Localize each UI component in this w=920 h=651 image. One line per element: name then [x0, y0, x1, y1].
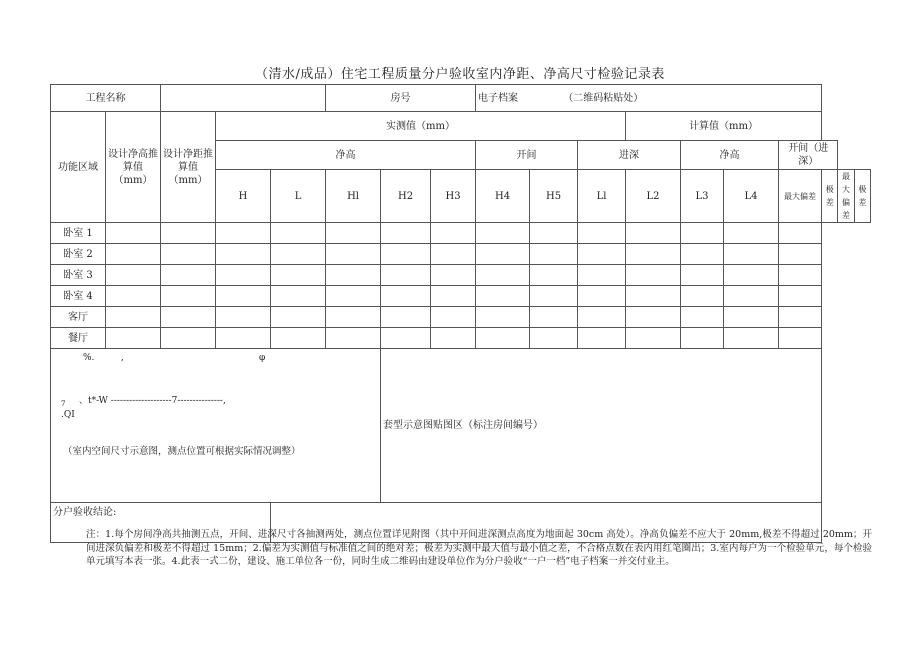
- measured-label: 实测值（mm）: [216, 112, 626, 141]
- sketch-text: 、t*-W --------------------7---------------,: [79, 396, 226, 406]
- max-dev-label: 最大偏差: [838, 170, 854, 223]
- code-cell: H3: [431, 170, 476, 223]
- row-label: 卧室 4: [51, 286, 106, 307]
- max-dev-label: 最大偏差: [779, 170, 822, 223]
- row-label: 卧室 2: [51, 244, 106, 265]
- code-cell: L: [271, 170, 326, 223]
- qr-hint: （二维码粘贴处）: [563, 92, 644, 104]
- code-cell: H5: [530, 170, 578, 223]
- bay-label: 开间: [476, 141, 578, 170]
- code-cell: L3: [681, 170, 724, 223]
- area-label: 功能区域: [51, 112, 106, 223]
- sketch-area: [51, 349, 381, 503]
- code-cell: L2: [626, 170, 681, 223]
- project-name-cell[interactable]: [161, 85, 326, 112]
- depth-label: 进深: [578, 141, 681, 170]
- code-cell: H4: [476, 170, 530, 223]
- table-row: [51, 307, 871, 328]
- design-dist-label: 设计净距推算值（mm）: [161, 112, 216, 223]
- table-row: [51, 223, 871, 244]
- e-archive-cell: [476, 85, 822, 112]
- row-label: 客厅: [51, 307, 106, 328]
- table-row: [51, 328, 871, 349]
- sketch-text: .QI: [61, 410, 75, 420]
- sketch-text: %.: [83, 353, 95, 363]
- code-cell: Hl: [326, 170, 381, 223]
- table-row: [51, 265, 871, 286]
- net-height-label: 净高: [216, 141, 476, 170]
- row-label: 卧室 3: [51, 265, 106, 286]
- notes-text: 注：1.每个房间净高共抽测五点，开间、进深尺寸各抽测两处，测点位置详见附图（其中开间进深测点高度为地面起 30cm 高处）。净高负偏差不应大于 20mm,极差不得超过 20mm；开间进深负偏差和极差不得超过 15mm；2.偏差为实测值与标准值之间的绝对差；极差为实测中最大值与最小值之差，不合格点数在表内用红笔圈出；3.室内每户为一个检验单元，每个检验单元填写本表一张。4.此表一式二份，建设、施工单位各一份，同时生成二维码由建设单位作为分户验收“一户一档”电子档案一并交付业主。: [86, 529, 872, 567]
- project-name-label: 工程名称: [51, 85, 161, 112]
- conclusion-label: 分户验收结论:: [51, 503, 271, 543]
- code-cell: H2: [381, 170, 431, 223]
- calc-height-label: 净高: [681, 141, 779, 170]
- row-label: 餐厅: [51, 328, 106, 349]
- form-title: （清水/成品）住宅工程质量分户验收室内净距、净高尺寸检验记录表: [255, 67, 665, 82]
- floor-plan-label: 套型示意图贴图区（标注房间编号）: [383, 420, 544, 431]
- sketch-caption: （室内空间尺寸示意图，测点位置可根据实际情况调整）: [63, 446, 301, 457]
- sketch-text: φ: [259, 353, 266, 363]
- inspection-table: [50, 84, 871, 543]
- e-archive-label: 电子档案: [478, 92, 519, 104]
- row-label: 卧室 1: [51, 223, 106, 244]
- calc-bay-label: 开间（进深）: [779, 141, 838, 170]
- table-row: [51, 286, 871, 307]
- code-cell: H: [216, 170, 271, 223]
- range-label: 极差: [854, 170, 870, 223]
- range-label: 极差: [822, 170, 838, 223]
- floor-plan-area[interactable]: [381, 349, 822, 503]
- room-no-label: 房号: [326, 85, 476, 112]
- code-cell: L4: [724, 170, 779, 223]
- computed-label: 计算值（mm）: [626, 112, 822, 141]
- footnote: [86, 528, 872, 569]
- code-cell: Ll: [578, 170, 626, 223]
- sketch-text: 7: [61, 400, 66, 408]
- design-height-label: 设计净高推算值（mm）: [106, 112, 161, 223]
- table-row: [51, 244, 871, 265]
- sketch-text: ,: [121, 353, 124, 363]
